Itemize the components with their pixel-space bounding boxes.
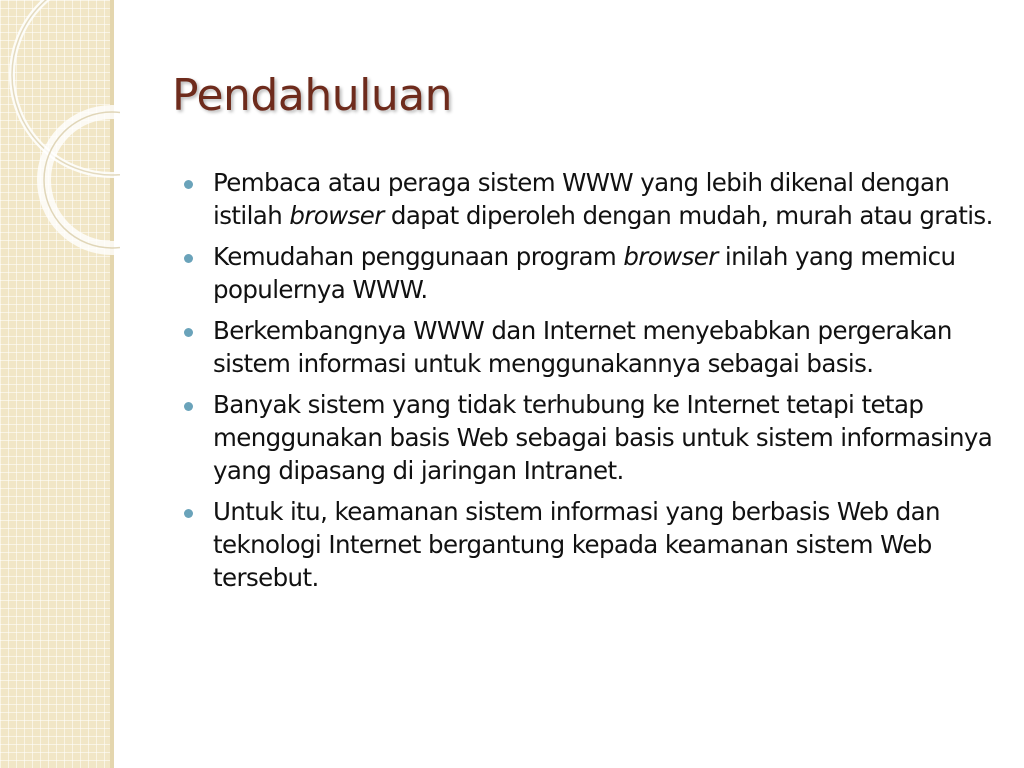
bullet-dot-icon bbox=[184, 509, 193, 518]
decorative-ring-small bbox=[44, 112, 120, 248]
bullet-text bbox=[213, 316, 952, 378]
bullet-text-segment: inilah yang memicu populernya WWW. bbox=[213, 242, 956, 304]
bullet-text bbox=[213, 497, 940, 592]
bullet-text bbox=[213, 242, 955, 304]
bullet-text-italic: browser bbox=[623, 242, 718, 271]
bullet-dot-icon bbox=[184, 402, 193, 411]
bullet-text-italic: browser bbox=[289, 201, 384, 230]
bullet-item bbox=[182, 166, 1002, 232]
bullet-text bbox=[213, 168, 993, 230]
bullet-item bbox=[182, 495, 1002, 594]
bullet-dot-icon bbox=[184, 180, 193, 189]
decorative-rings bbox=[0, 0, 120, 260]
decorative-ring-large bbox=[12, 0, 120, 175]
bullet-item bbox=[182, 314, 1002, 380]
decorative-ring-large-outline bbox=[12, 0, 120, 175]
bullet-item bbox=[182, 388, 1002, 487]
bullet-text-segment: Untuk itu, keamanan sistem informasi yang berbasis Web dan teknologi Internet bergantung kepada keamanan sistem Web tersebut. bbox=[213, 497, 940, 592]
bullet-dot-icon bbox=[184, 254, 193, 263]
slide-title: Pendahuluan bbox=[172, 70, 453, 121]
bullet-list bbox=[182, 166, 1002, 602]
bullet-text bbox=[213, 390, 992, 485]
bullet-text-segment: Banyak sistem yang tidak terhubung ke Internet tetapi tetap menggunakan basis Web sebagai basis untuk sistem informasinya yang dipasang di jaringan Intranet. bbox=[213, 390, 993, 485]
bullet-dot-icon bbox=[184, 328, 193, 337]
bullet-text-segment: Berkembangnya WWW dan Internet menyebabkan pergerakan sistem informasi untuk menggunakannya sebagai basis. bbox=[213, 316, 952, 378]
bullet-text-segment: Pembaca atau peraga sistem WWW yang lebih dikenal dengan istilah bbox=[213, 168, 950, 230]
bullet-text-segment: dapat diperoleh dengan mudah, murah atau gratis. bbox=[383, 201, 993, 230]
bullet-item bbox=[182, 240, 1002, 306]
bullet-text-segment: Kemudahan penggunaan program bbox=[213, 242, 624, 271]
